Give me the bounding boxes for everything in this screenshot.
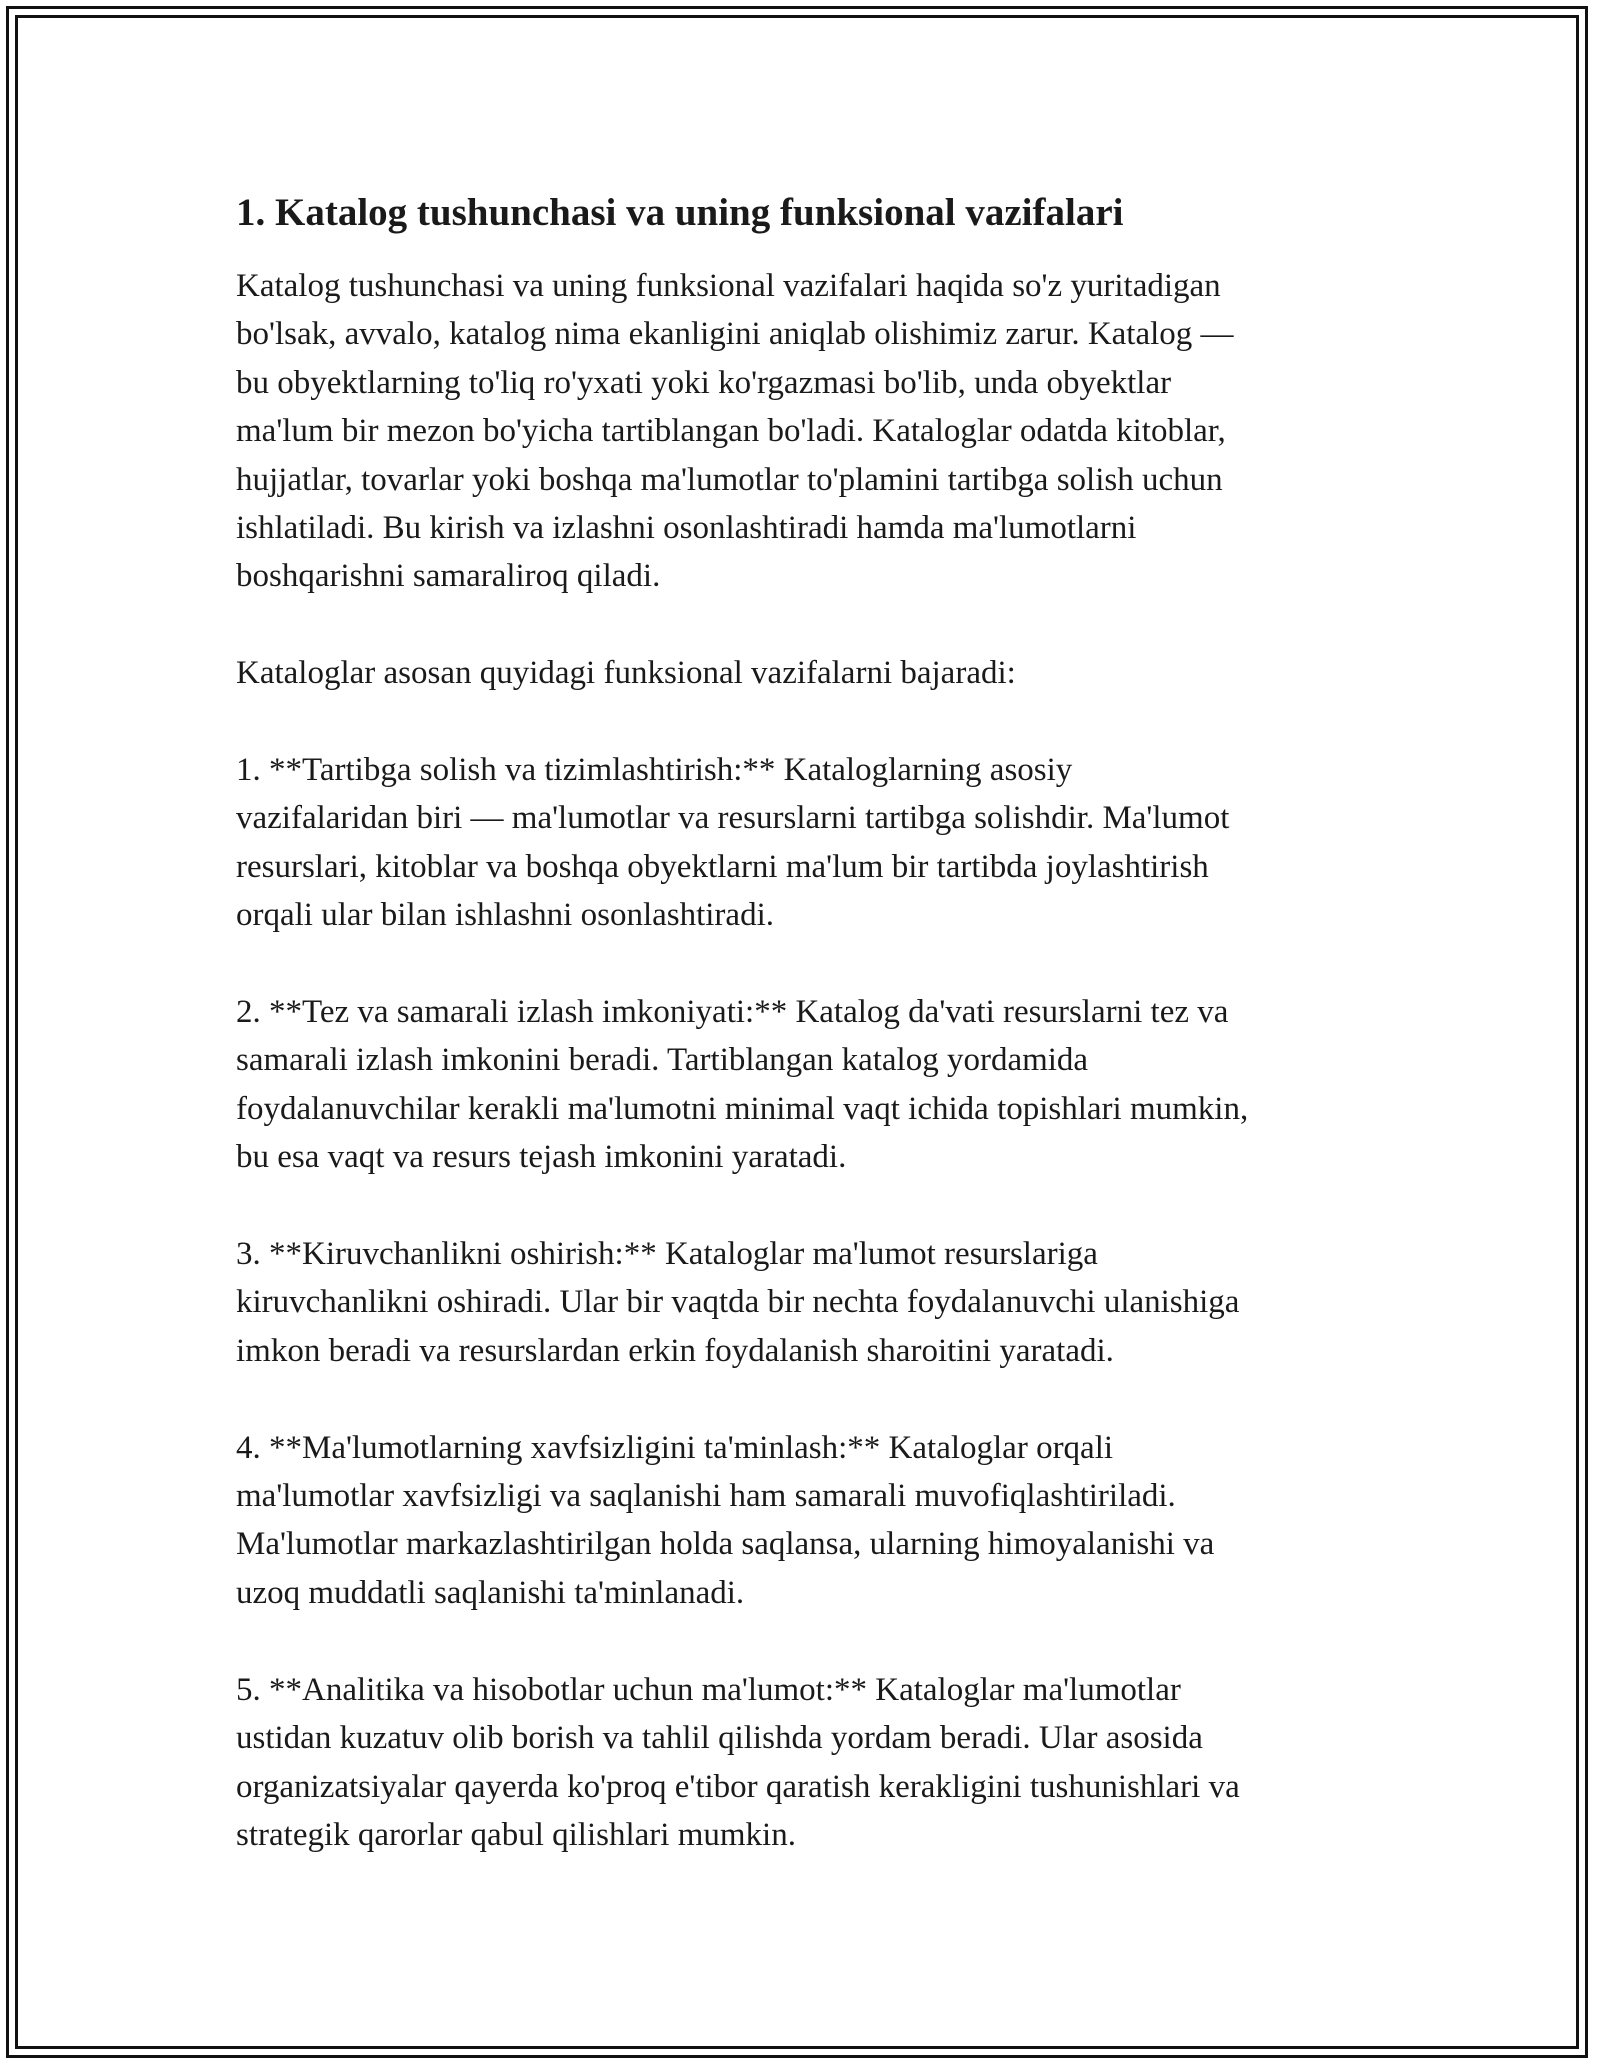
text-line: organizatsiyalar qayerda ko'proq e'tibor qaratish kerakligini tushunishlari va: [236, 1768, 1240, 1805]
text-line: foydalanuvchilar kerakli ma'lumotni minimal vaqt ichida topishlari mumkin,: [236, 1090, 1249, 1127]
text-line: bo'lsak, avvalo, katalog nima ekanligini aniqlab olishimiz zarur. Katalog —: [236, 316, 1234, 353]
text-line: uzoq muddatli saqlanishi ta'minlanadi.: [236, 1574, 745, 1611]
paragraph: [236, 262, 1366, 601]
text-line: samarali izlash imkonini beradi. Tartiblangan katalog yordamida: [236, 1042, 1089, 1079]
paragraph: [236, 746, 1366, 940]
text-line: ustidan kuzatuv olib borish va tahlil qilishda yordam beradi. Ular asosida: [236, 1720, 1203, 1757]
paragraph-list: [236, 262, 1366, 1859]
text-line: 4. **Ma'lumotlarning xavfsizligini ta'minlash:** Kataloglar orqali: [236, 1429, 1114, 1466]
text-line: ishlatiladi. Bu kirish va izlashni osonlashtiradi hamda ma'lumotlarni: [236, 510, 1137, 547]
text-line: 1. **Tartibga solish va tizimlashtirish:** Kataloglarning asosiy: [236, 752, 1073, 789]
paragraph: [236, 649, 1366, 697]
text-line: 5. **Analitika va hisobotlar uchun ma'lumot:** Kataloglar ma'lumotlar: [236, 1671, 1181, 1708]
text-line: strategik qarorlar qabul qilishlari mumkin.: [236, 1816, 796, 1853]
text-line: Kataloglar asosan quyidagi funksional vazifalarni bajaradi:: [236, 655, 1016, 692]
text-line: ma'lumotlar xavfsizligi va saqlanishi ham samarali muvofiqlashtiriladi.: [236, 1478, 1176, 1515]
text-line: vazifalaridan biri — ma'lumotlar va resurslarni tartibga solishdir. Ma'lumot: [236, 800, 1230, 837]
text-line: hujjatlar, tovarlar yoki boshqa ma'lumotlar to'plamini tartibga solish uchun: [236, 461, 1223, 498]
text-line: 3. **Kiruvchanlikni oshirish:** Kataloglar ma'lumot resurslariga: [236, 1236, 1098, 1273]
text-line: Ma'lumotlar markazlashtirilgan holda saqlansa, ularning himoyalanishi va: [236, 1526, 1215, 1563]
paragraph: [236, 1666, 1366, 1860]
paragraph: [236, 1424, 1366, 1618]
text-line: orqali ular bilan ishlashni osonlashtiradi.: [236, 897, 774, 934]
document-body: [236, 186, 1366, 1908]
text-line: boshqarishni samaraliroq qiladi.: [236, 558, 661, 595]
text-line: ma'lum bir mezon bo'yicha tartiblangan bo'ladi. Kataloglar odatda kitoblar,: [236, 413, 1226, 450]
text-line: resurslari, kitoblar va boshqa obyektlarni ma'lum bir tartibda joylashtirish: [236, 848, 1209, 885]
paragraph: [236, 988, 1366, 1182]
text-line: 2. **Tez va samarali izlash imkoniyati:** Katalog da'vati resurslarni tez va: [236, 994, 1229, 1031]
text-line: Katalog tushunchasi va uning funksional vazifalari haqida so'z yuritadigan: [236, 268, 1221, 304]
text-line: imkon beradi va resurslardan erkin foydalanish sharoitini yaratadi.: [236, 1332, 1114, 1369]
text-line: kiruvchanlikni oshiradi. Ular bir vaqtda bir nechta foydalanuvchi ulanishiga: [236, 1284, 1240, 1321]
text-line: bu esa vaqt va resurs tejash imkonini yaratadi.: [236, 1139, 847, 1176]
text-line: bu obyektlarning to'liq ro'yxati yoki ko'rgazmasi bo'lib, unda obyektlar: [236, 364, 1172, 401]
paragraph: [236, 1230, 1366, 1375]
document-title: 1. Katalog tushunchasi va uning funksional vazifalari: [236, 191, 1124, 234]
